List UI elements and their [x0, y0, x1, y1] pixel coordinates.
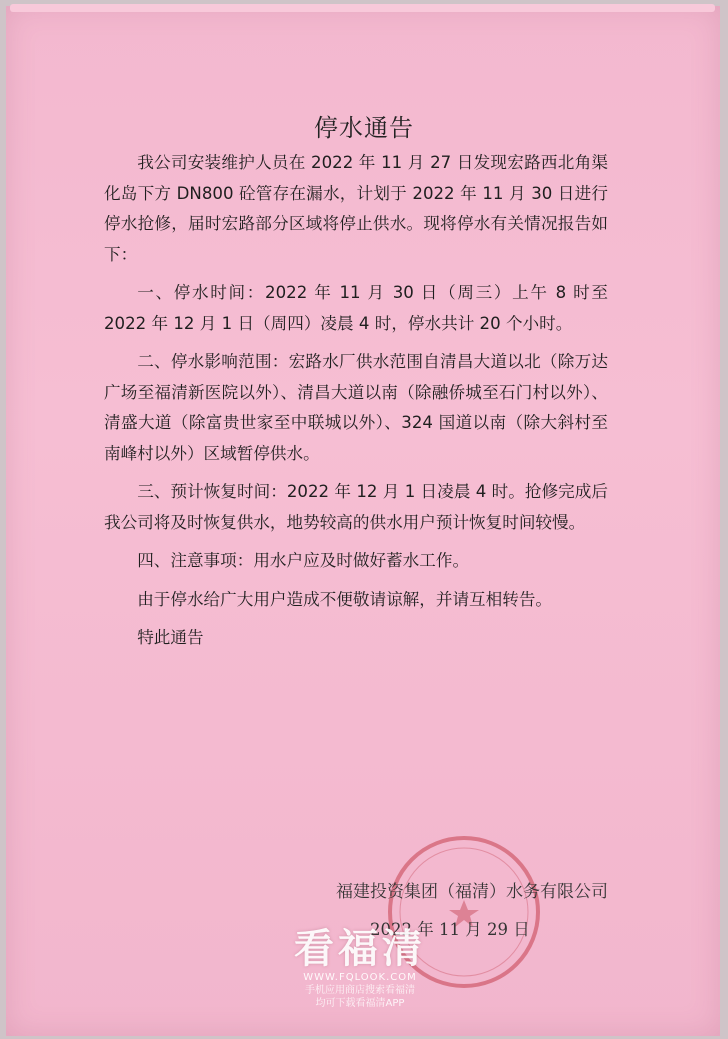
issue-date: 2022 年 11 月 29 日 — [370, 920, 530, 939]
paragraph-restore: 三、预计恢复时间：2022 年 12 月 1 日凌晨 4 时。抢修完成后我公司将及时恢复供水，地势较高的供水用户预计恢复时间较慢。 — [104, 482, 608, 532]
notice-title: 停水通告 — [314, 114, 414, 142]
paragraph-time: 一、停水时间：2022 年 11 月 30 日（周三）上午 8 时至 2022 年 12 月 1 日（周四）凌晨 4 时，停水共计 20 个小时。 — [104, 283, 608, 333]
notice-body — [104, 148, 608, 662]
watermark-name: 看福清 — [294, 926, 426, 972]
paper-top-edge — [10, 4, 715, 12]
paragraph-notes: 四、注意事项：用水户应及时做好蓄水工作。 — [137, 551, 470, 570]
paragraph-closing: 特此通告 — [137, 628, 204, 647]
watermark-url: WWW.FQLOOK.COM — [303, 972, 417, 983]
paragraph-apology: 由于停水给广大用户造成不便敬请谅解，并请互相转告。 — [137, 589, 553, 609]
paragraph-intro: 我公司安装维护人员在 2022 年 11 月 27 日发现宏路西北角渠化岛下方 DN800 砼管存在漏水，计划于 2022 年 11 月 30 日进行停水抢修，届时宏路部分区域将停止供水。现将停水有关情况报告如下： — [104, 153, 608, 264]
watermark — [260, 926, 460, 1010]
watermark-line2: 均可下载看福清APP — [315, 998, 405, 1009]
watermark-line1: 手机应用商店搜索看福清 — [305, 985, 415, 996]
issuer-signature: 福建投资集团（福清）水务有限公司 — [336, 882, 608, 902]
paragraph-scope: 二、停水影响范围：宏路水厂供水范围自清昌大道以北（除万达广场至福清新医院以外）、清昌大道以南（除融侨城至石门村以外）、清盛大道（除富贵世家至中联城以外）、324 国道以南（除大斜村至南峰村以外）区域暂停供水。 — [104, 352, 608, 463]
